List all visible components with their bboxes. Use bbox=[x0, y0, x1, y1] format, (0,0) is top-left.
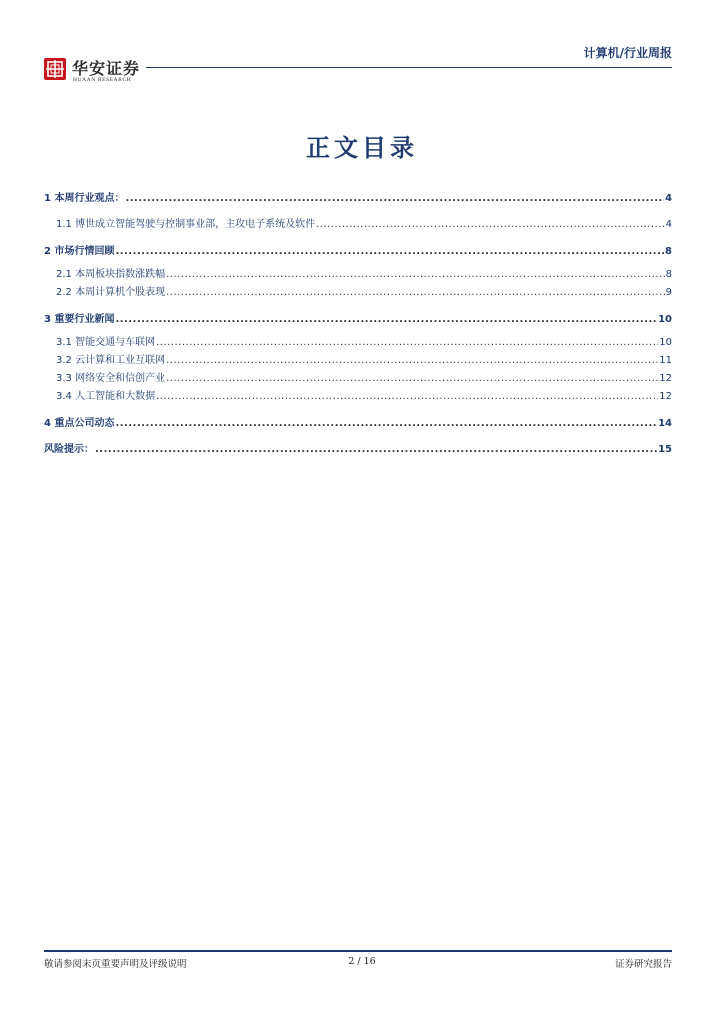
logo-company-name: 华安证券 bbox=[72, 59, 141, 78]
toc-entry-label: 4 重点公司动态 bbox=[44, 418, 115, 429]
toc-entry-label: 2.2 本周计算机个股表现 bbox=[56, 287, 166, 298]
toc-entry-label: 3.4 人工智能和大数据 bbox=[56, 391, 156, 402]
toc-entry-page: 12 bbox=[659, 373, 672, 384]
toc-entry[interactable] bbox=[44, 354, 672, 367]
huaan-logo-icon bbox=[44, 58, 66, 80]
report-type: 计算机/行业周报 bbox=[583, 46, 672, 60]
logo-english-name: HUAAN RESEARCH bbox=[73, 77, 132, 83]
toc-entry-label: 3.3 网络安全和信创产业 bbox=[56, 373, 166, 384]
toc-entry-label: 2.1 本周板块指数涨跌幅 bbox=[56, 269, 166, 280]
toc-leader-dots bbox=[166, 268, 665, 281]
toc-leader-dots bbox=[166, 354, 658, 367]
toc-entry[interactable] bbox=[44, 390, 672, 403]
toc-entry[interactable] bbox=[44, 417, 672, 430]
footer-divider bbox=[44, 950, 672, 952]
toc-entry-page: 4 bbox=[665, 193, 672, 204]
toc-entry[interactable] bbox=[44, 336, 672, 349]
toc-entry[interactable] bbox=[44, 443, 672, 456]
toc-entry-page: 10 bbox=[658, 314, 672, 325]
toc-entry-page: 4 bbox=[665, 219, 672, 230]
toc-entry-page: 11 bbox=[659, 355, 672, 366]
toc-entry-page: 9 bbox=[665, 287, 672, 298]
toc-entry-label: 风险提示： bbox=[44, 444, 94, 455]
footer-disclaimer: 敬请参阅末页重要声明及评级说明 bbox=[44, 959, 187, 970]
table-of-contents bbox=[44, 192, 672, 469]
toc-entry[interactable] bbox=[44, 218, 672, 231]
footer-doc-type: 证券研究报告 bbox=[614, 959, 672, 970]
page-number: 2 / 16 bbox=[348, 956, 376, 967]
toc-leader-dots bbox=[156, 390, 658, 403]
toc-leader-dots bbox=[115, 313, 657, 326]
toc-leader-dots bbox=[125, 192, 664, 205]
toc-entry[interactable] bbox=[44, 313, 672, 326]
toc-entry-page: 15 bbox=[658, 444, 672, 455]
header-divider bbox=[146, 67, 672, 68]
toc-entry-page: 12 bbox=[659, 391, 672, 402]
toc-entry-label: 2 市场行情回顾 bbox=[44, 246, 115, 257]
toc-entry-page: 8 bbox=[665, 246, 672, 257]
page-header bbox=[0, 0, 724, 90]
toc-entry[interactable] bbox=[44, 268, 672, 281]
toc-entry-label: 3.2 云计算和工业互联网 bbox=[56, 355, 166, 366]
toc-entry-label: 1 本周行业观点： bbox=[44, 193, 125, 204]
toc-entry[interactable] bbox=[44, 192, 672, 205]
toc-entry-label: 3.1 智能交通与车联网 bbox=[56, 337, 156, 348]
toc-leader-dots bbox=[316, 218, 665, 231]
toc-leader-dots bbox=[156, 336, 658, 349]
toc-entry-page: 14 bbox=[658, 418, 672, 429]
toc-leader-dots bbox=[115, 245, 664, 258]
toc-leader-dots bbox=[166, 372, 658, 385]
toc-entry-label: 3 重要行业新闻 bbox=[44, 314, 115, 325]
toc-entry-page: 10 bbox=[659, 337, 672, 348]
toc-leader-dots bbox=[115, 417, 657, 430]
page-title: 正文目录 bbox=[306, 134, 418, 162]
toc-entry-page: 8 bbox=[665, 269, 672, 280]
toc-entry-label: 1.1 博世成立智能驾驶与控制事业部，主攻电子系统及软件 bbox=[56, 219, 316, 230]
toc-entry[interactable] bbox=[44, 286, 672, 299]
toc-entry[interactable] bbox=[44, 245, 672, 258]
toc-leader-dots bbox=[95, 443, 657, 456]
toc-leader-dots bbox=[166, 286, 665, 299]
toc-entry[interactable] bbox=[44, 372, 672, 385]
